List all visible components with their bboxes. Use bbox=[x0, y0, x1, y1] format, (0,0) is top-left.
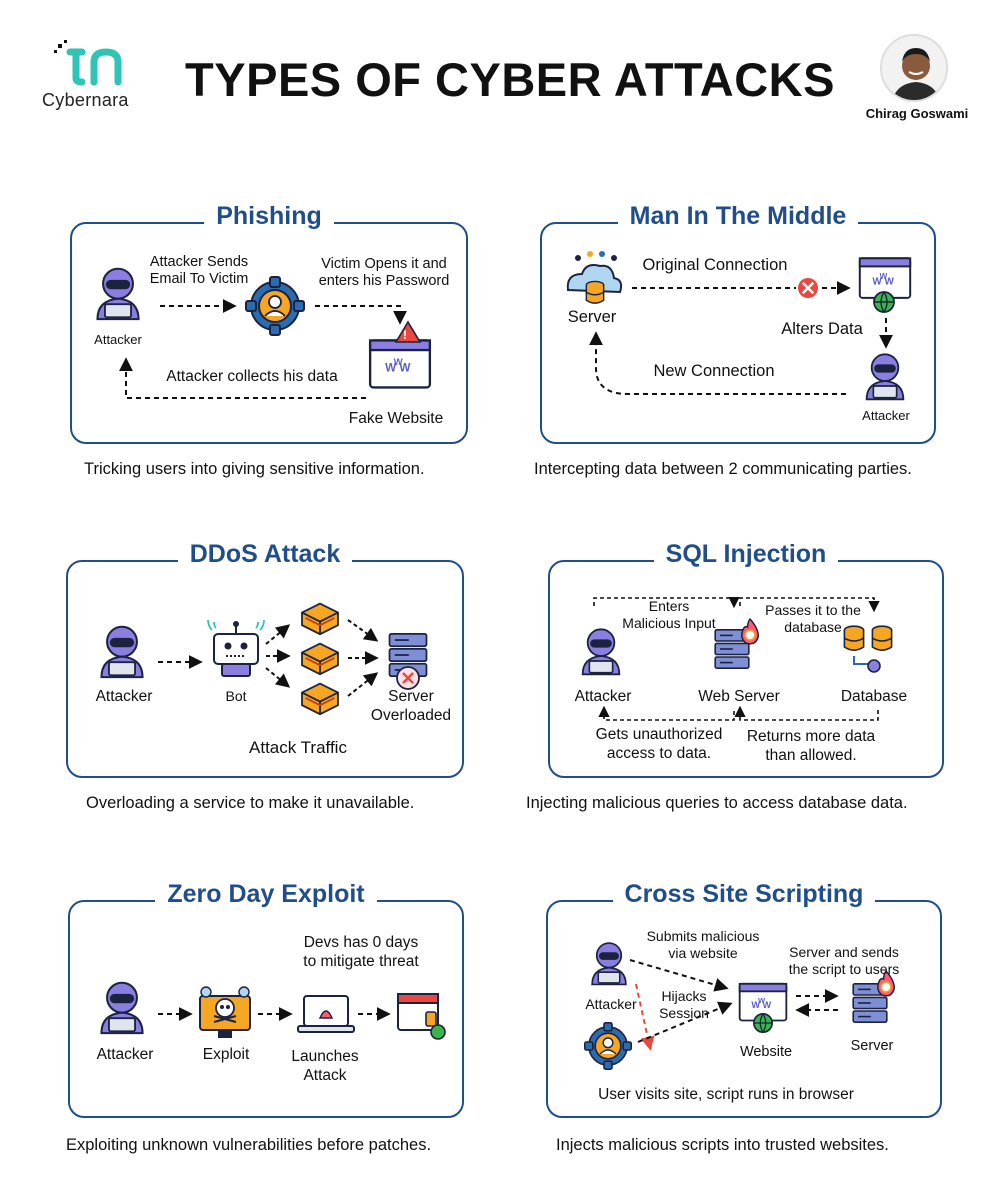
brand-name: Cybernara bbox=[42, 90, 129, 110]
sql-title: SQL Injection bbox=[654, 540, 839, 568]
ddos-server-label: Server Overloaded bbox=[370, 688, 452, 724]
mitm-title: Man In The Middle bbox=[618, 202, 859, 230]
ddos-attacker-icon bbox=[101, 627, 142, 677]
traffic-packet-icon bbox=[302, 604, 338, 635]
calendar-zero-icon bbox=[398, 994, 445, 1039]
xss-submits-label: Submits malicious via website bbox=[646, 928, 760, 961]
database-icon bbox=[872, 626, 891, 650]
server-cloud-icon bbox=[568, 251, 621, 303]
xss-hijacks-label: Hijacks Session bbox=[659, 988, 709, 1021]
phishing-attacker-label: Attacker bbox=[94, 332, 142, 347]
sql-gets-label: Gets unauthorized access to data. bbox=[595, 726, 723, 762]
traffic-packet-icon bbox=[302, 684, 338, 715]
fake-website-icon bbox=[370, 340, 430, 387]
globe-icon bbox=[754, 1014, 772, 1032]
bot-icon bbox=[208, 620, 264, 676]
sql-caption: Injecting malicious queries to access database data. bbox=[526, 794, 908, 812]
author-avatar bbox=[880, 34, 948, 102]
zeroday-caption: Exploiting unknown vulnerabilities before patches. bbox=[66, 1136, 432, 1154]
xss-title: Cross Site Scripting bbox=[613, 880, 876, 908]
zeroday-title: Zero Day Exploit bbox=[155, 880, 376, 908]
phishing-caption: Tricking users into giving sensitive information. bbox=[84, 460, 425, 478]
sql-passes-label: Passes it to the database bbox=[765, 602, 861, 635]
mitm-attacker-label: Attacker bbox=[862, 408, 910, 423]
zeroday-attacker-icon bbox=[101, 983, 142, 1033]
xss-attacker-label: Attacker bbox=[585, 996, 637, 1012]
ddos-bot-label: Bot bbox=[225, 688, 247, 704]
mitm-alters-label: Alters Data bbox=[781, 320, 863, 338]
ddos-attacker-label: Attacker bbox=[95, 688, 153, 705]
globe-icon bbox=[874, 292, 894, 312]
author-name: Chirag Goswami bbox=[865, 106, 969, 121]
xss-website-label: Website bbox=[739, 1044, 793, 1060]
panel-mitm bbox=[540, 202, 936, 444]
panel-phishing bbox=[70, 202, 468, 444]
mitm-newconn-label: New Connection bbox=[653, 362, 775, 380]
panel-zeroday bbox=[68, 880, 464, 1118]
phishing-site-label: Fake Website bbox=[348, 410, 444, 427]
sql-webserver-label: Web Server bbox=[698, 688, 780, 705]
xss-serversends-label: Server and sends the script to users bbox=[788, 944, 900, 977]
xss-attacker-icon bbox=[592, 943, 626, 984]
sql-returns-label: Returns more data than allowed. bbox=[746, 728, 876, 764]
ddos-title: DDoS Attack bbox=[178, 540, 353, 568]
traffic-packet-icon bbox=[302, 644, 338, 675]
panel-xss bbox=[546, 880, 942, 1118]
attacker-icon bbox=[97, 269, 138, 319]
ddos-traffic-label: Attack Traffic bbox=[249, 738, 347, 757]
mitm-server-label: Server bbox=[567, 308, 617, 326]
blocked-x-icon bbox=[798, 278, 818, 298]
sql-attacker-icon bbox=[583, 629, 620, 674]
exploit-skull-icon bbox=[200, 987, 250, 1038]
ddos-caption: Overloading a service to make it unavailable. bbox=[86, 794, 415, 812]
mitm-caption: Intercepting data between 2 communicating parties. bbox=[534, 460, 912, 478]
zeroday-attacker-label: Attacker bbox=[96, 1046, 154, 1063]
panel-ddos bbox=[66, 540, 464, 778]
phishing-step1-label: Attacker Sends Email To Victim bbox=[149, 254, 249, 288]
sql-attacker-label: Attacker bbox=[574, 688, 632, 705]
svg-text:!: ! bbox=[403, 328, 407, 342]
panel-sql bbox=[548, 540, 944, 778]
zeroday-launches-label: Launches Attack bbox=[291, 1048, 359, 1084]
mitm-original-label: Original Connection bbox=[642, 256, 788, 274]
xss-uservisits-label: User visits site, script runs in browser bbox=[598, 1086, 854, 1103]
zeroday-exploit-label: Exploit bbox=[202, 1046, 250, 1063]
sql-database-label: Database bbox=[840, 688, 908, 705]
phishing-step2-label: Victim Opens it and enters his Password bbox=[318, 256, 450, 290]
xss-server-label: Server bbox=[850, 1038, 894, 1054]
zeroday-diagram bbox=[68, 900, 464, 1118]
launch-laptop-icon bbox=[298, 996, 354, 1032]
phishing-title: Phishing bbox=[204, 202, 334, 230]
user-gear-icon bbox=[585, 1023, 631, 1069]
page-title: TYPES OF CYBER ATTACKS bbox=[185, 53, 835, 106]
phishing-step3-label: Attacker collects his data bbox=[166, 368, 338, 385]
zeroday-devs-label: Devs has 0 days to mitigate threat bbox=[303, 934, 419, 970]
xss-caption: Injects malicious scripts into trusted websites. bbox=[556, 1136, 889, 1154]
mitm-attacker-icon bbox=[867, 354, 904, 399]
sql-enters-label: Enters Malicious Input bbox=[622, 598, 716, 631]
